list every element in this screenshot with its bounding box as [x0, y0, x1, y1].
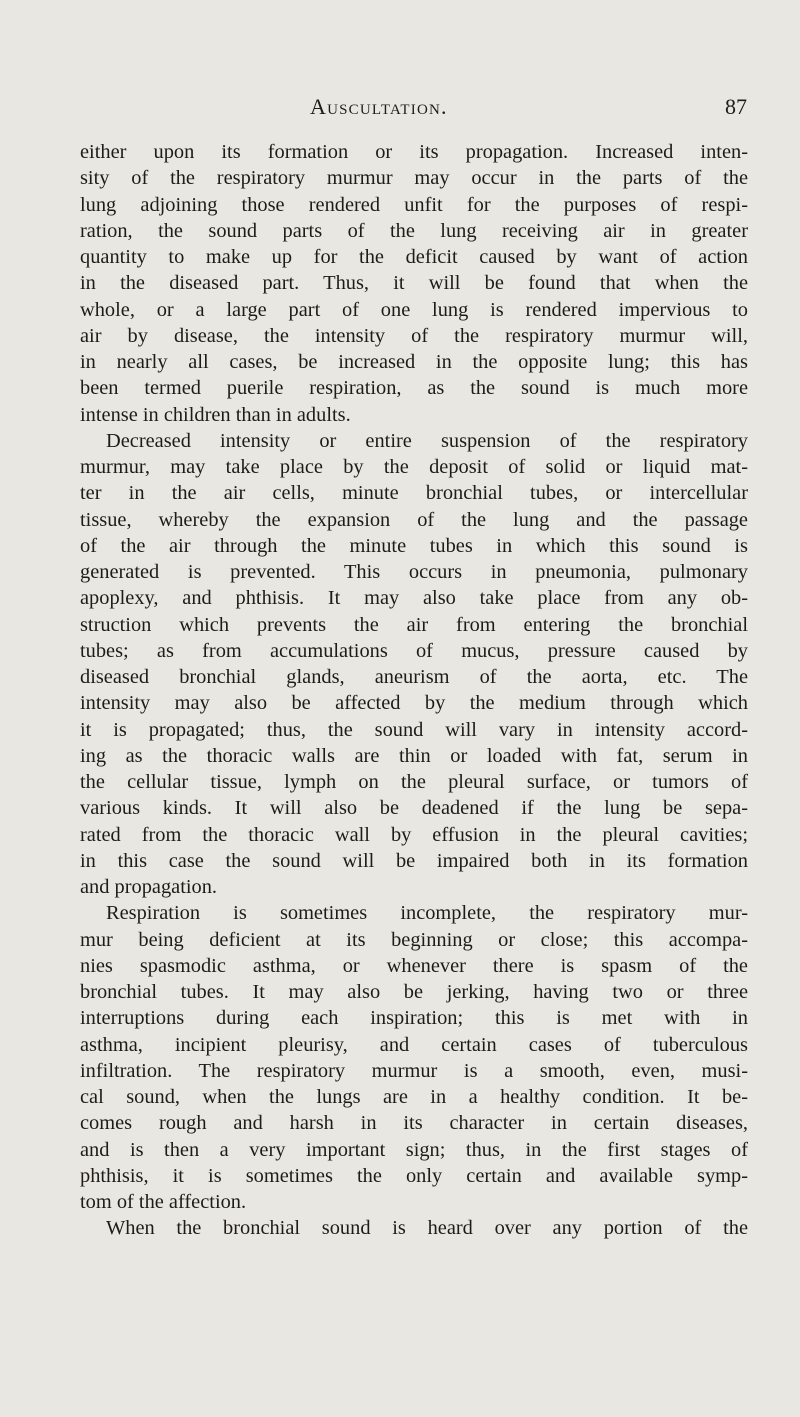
text-line: tubes; as from accumulations of mucus, pressure caused by	[80, 639, 748, 662]
text-line: of the air through the minute tubes in which this sound is	[80, 534, 748, 557]
text-line: the cellular tissue, lymph on the pleural surface, or tumors of	[80, 771, 748, 793]
text-line: and propagation.	[80, 876, 218, 898]
text-line: been termed puerile respiration, as the sound is much more	[80, 377, 748, 400]
body-text	[80, 139, 748, 1242]
text-line: in the diseased part. Thus, it will be found that when the	[80, 272, 748, 295]
text-line: sity of the respiratory murmur may occur in the parts of the	[80, 167, 748, 190]
text-line: generated is prevented. This occurs in pneumonia, pulmonary	[80, 561, 748, 583]
text-line: air by disease, the intensity of the respiratory murmur will,	[80, 324, 748, 347]
text-line: ing as the thoracic walls are thin or loaded with fat, serum in	[80, 744, 748, 767]
text-line: whole, or a large part of one lung is rendered impervious to	[80, 298, 748, 321]
text-line: in this case the sound will be impaired both in its formation	[80, 849, 748, 872]
text-line: in nearly all cases, be increased in the opposite lung; this has	[80, 351, 748, 373]
page-header	[0, 94, 800, 124]
text-line: and is then a very important sign; thus, in the first stages of	[80, 1138, 748, 1161]
text-line: mur being deficient at its beginning or close; this accompa-	[80, 928, 748, 951]
text-line: phthisis, it is sometimes the only certain and available symp-	[80, 1164, 748, 1187]
text-line: Decreased intensity or entire suspension of the respiratory	[106, 429, 748, 452]
text-line: lung adjoining those rendered unfit for the purposes of respi-	[80, 193, 748, 216]
text-line: tissue, whereby the expansion of the lung and the passage	[80, 508, 748, 531]
page-number: 87	[725, 94, 747, 119]
text-line: infiltration. The respiratory murmur is a smooth, even, musi-	[80, 1059, 748, 1082]
text-line: tom of the affection.	[80, 1191, 247, 1213]
text-line: intense in children than in adults.	[80, 403, 351, 426]
text-line: When the bronchial sound is heard over any portion of the	[106, 1217, 748, 1240]
running-head: Auscultation.	[310, 94, 448, 119]
text-line: ration, the sound parts of the lung receiving air in greater	[80, 219, 748, 242]
text-line: asthma, incipient pleurisy, and certain cases of tuberculous	[80, 1033, 748, 1056]
text-line: intensity may also be affected by the medium through which	[80, 692, 748, 715]
text-line: cal sound, when the lungs are in a healthy condition. It be-	[80, 1086, 748, 1108]
text-line: nies spasmodic asthma, or whenever there is spasm of the	[80, 954, 748, 977]
text-line: Respiration is sometimes incomplete, the respiratory mur-	[106, 902, 748, 925]
text-line: interruptions during each inspiration; this is met with in	[80, 1007, 748, 1030]
text-line: it is propagated; thus, the sound will vary in intensity accord-	[80, 718, 748, 741]
text-line: various kinds. It will also be deadened if the lung be sepa-	[80, 797, 748, 820]
text-line: struction which prevents the air from entering the bronchial	[80, 613, 748, 636]
text-line: murmur, may take place by the deposit of solid or liquid mat-	[80, 456, 748, 478]
text-line: ter in the air cells, minute bronchial tubes, or intercellular	[80, 482, 748, 505]
text-line: diseased bronchial glands, aneurism of the aorta, etc. The	[80, 666, 748, 688]
text-line: quantity to make up for the deficit caused by want of action	[80, 246, 748, 268]
text-line: bronchial tubes. It may also be jerking, having two or three	[80, 981, 748, 1003]
text-line: rated from the thoracic wall by effusion in the pleural cavities;	[80, 823, 748, 846]
text-line: apoplexy, and phthisis. It may also take place from any ob-	[80, 587, 748, 610]
text-line: comes rough and harsh in its character in certain diseases,	[80, 1112, 748, 1135]
text-line: either upon its formation or its propagation. Increased inten-	[80, 141, 748, 163]
